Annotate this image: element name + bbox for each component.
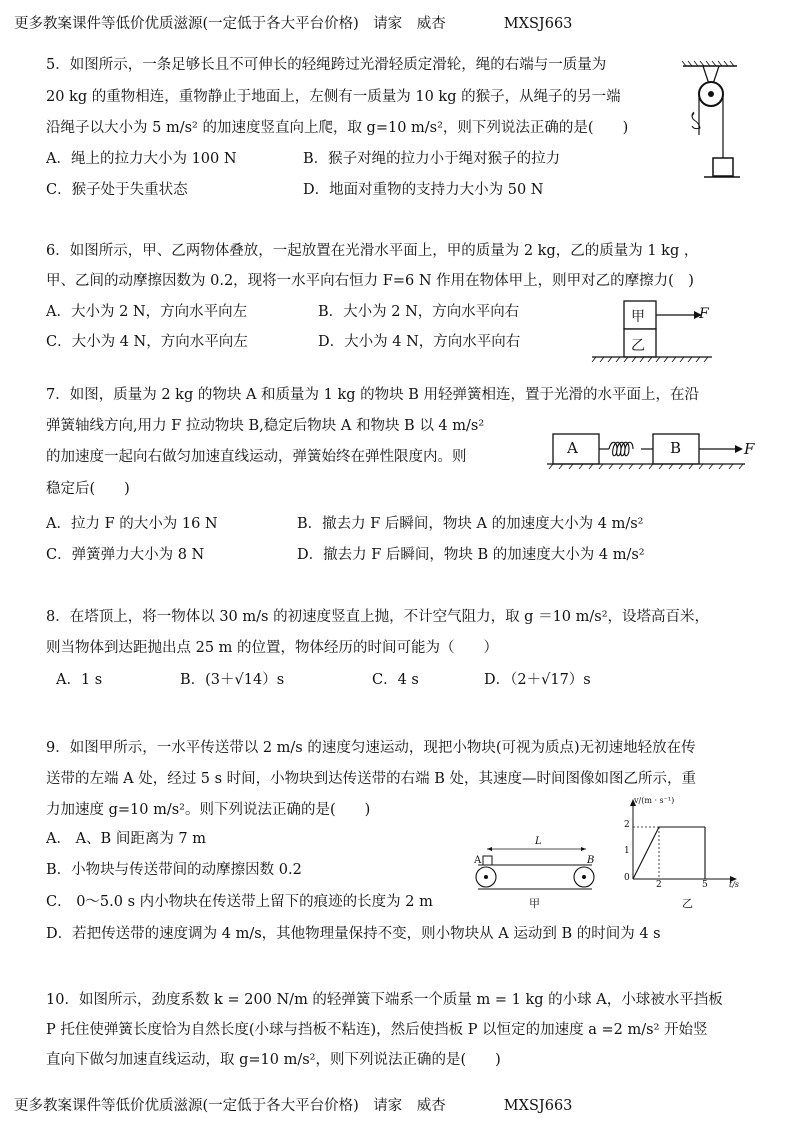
q7-stem-line1: 7．如图，质量为 2 kg 的物块 A 和质量为 1 kg 的物块 B 用轻弹簧相连，置于光滑的水平面上，在沿 xyxy=(46,387,700,403)
q6-option-b: B．大小为 2 N，方向水平向右 xyxy=(318,304,520,320)
q5-stem-line1: 5．如图所示，一条足够长且不可伸长的轻绳跨过光滑轻质定滑轮，绳的右端与一质量为 xyxy=(46,57,607,73)
q7-option-a: A．拉力 F 的大小为 16 N xyxy=(46,516,218,532)
q9-option-d: D．若把传送带的速度调为 4 m/s，其他物理量保持不变，则小物块从 A 运动到 B 的时间为 4 s xyxy=(46,926,661,942)
q9-stem-line1: 9．如图甲所示，一水平传送带以 2 m/s 的速度匀速运动，现把小物块(可视为质点)无初速地轻放在传 xyxy=(46,740,696,756)
belt-end-b-label: B xyxy=(587,855,595,866)
q8-stem-line2: 则当物体到达距抛出点 25 m 的位置，物体经历的时间可能为（ ） xyxy=(46,640,499,656)
q6-stem-line1: 6．如图所示，甲、乙两物体叠放，一起放置在光滑水平面上，甲的质量为 2 kg，乙的质量为 1 kg ， xyxy=(46,243,699,259)
q7-option-d: D．撤去力 F 后瞬间，物块 B 的加速度大小为 4 m/s² xyxy=(297,547,645,563)
q8-option-c: C．4 s xyxy=(372,672,419,688)
q9-option-c: C． 0～5.0 s 内小物块在传送带上留下的痕迹的长度为 2 m xyxy=(46,894,433,910)
velocity-axis-label: v/(m · s⁻¹) xyxy=(634,796,675,805)
figure-yi-caption: 乙 xyxy=(682,897,693,910)
q5-option-a: A．绳上的拉力大小为 100 N xyxy=(46,151,237,167)
q5-stem-line3: 沿绳子以大小为 5 m/s² 的加速度竖直向上爬，取 g=10 m/s²，则下列说法正确的是( ) xyxy=(46,120,629,136)
q7-stem-line3: 的加速度一起向右做匀加速直线运动，弹簧始终在弹性限度内。则 xyxy=(46,449,467,465)
block-b-label: B xyxy=(670,439,682,457)
figure-jia-caption: 甲 xyxy=(529,897,540,910)
q6-option-c: C．大小为 4 N，方向水平向左 xyxy=(46,334,248,350)
belt-length-label: L xyxy=(535,836,542,847)
q10-stem-line3: 直向下做匀加速直线运动，取 g=10 m/s²，则下列说法正确的是( ) xyxy=(46,1052,501,1068)
q9-stem-line2: 送带的左端 A 处，经过 5 s 时间，小物块到达传送带的右端 B 处，其速度—时间图像如图乙所示，重 xyxy=(46,771,697,787)
q8-option-a: A．1 s xyxy=(56,672,103,688)
q9-stem-line3: 力加速度 g=10 m/s²。则下列说法正确的是( ) xyxy=(46,802,371,818)
origin-label: 0 xyxy=(624,873,630,883)
time-axis-label: t/s xyxy=(729,880,740,889)
q10-stem-line2: P 托住使弹簧长度恰为自然长度(小球与挡板不粘连)，然后使挡板 P 以恒定的加速度 a =2 m/s² 开始竖 xyxy=(46,1022,708,1038)
block-yi-label: 乙 xyxy=(631,338,645,354)
y-tick-1: 1 xyxy=(624,846,630,856)
q7-option-b: B．撤去力 F 后瞬间，物块 A 的加速度大小为 4 m/s² xyxy=(297,516,644,532)
q5-option-b: B．猴子对绳的拉力小于绳对猴子的拉力 xyxy=(303,151,561,167)
belt-end-a-label: A xyxy=(474,855,482,866)
pulley-monkey-figure xyxy=(680,60,740,185)
q6-option-a: A．大小为 2 N，方向水平向左 xyxy=(46,304,248,320)
force-f-label: F xyxy=(744,440,755,458)
q9-option-a: A． A、B 间距离为 7 m xyxy=(46,831,207,847)
q9-option-b: B．小物块与传送带间的动摩擦因数 0.2 xyxy=(46,862,302,878)
block-jia-label: 甲 xyxy=(631,309,645,325)
q8-option-d: D．（2＋√17）s xyxy=(484,672,591,688)
q8-option-b: B．(3＋√14）s xyxy=(180,672,285,688)
q5-option-c: C．猴子处于失重状态 xyxy=(46,182,188,198)
q7-stem-line4: 稳定后( ) xyxy=(46,481,130,497)
q8-stem-line1: 8．在塔顶上，将一物体以 30 m/s 的初速度竖直上抛，不计空气阻力，取 g ＝10 m/s²，设塔高百米， xyxy=(46,609,710,625)
x-tick-2: 2 xyxy=(656,880,662,890)
q6-stem-line2: 甲、乙间的动摩擦因数为 0.2，现将一水平向右恒力 F=6 N 作用在物体甲上，则甲对乙的摩擦力( ) xyxy=(46,273,694,289)
q5-stem-line2: 20 kg 的重物相连，重物静止于地面上，左侧有一质量为 10 kg 的猴子，从绳子的另一端 xyxy=(46,89,621,105)
page-footer: 更多教案课件等低价优质滋源(一定低于各大平台价格) 请家 威杏 MXSJ663 xyxy=(14,1098,573,1114)
q7-stem-line2: 弹簧轴线方向,用力 F 拉动物块 B,稳定后物块 A 和物块 B 以 4 m/s² xyxy=(46,418,485,434)
q7-option-c: C．弹簧弹力大小为 8 N xyxy=(46,547,205,563)
y-tick-2: 2 xyxy=(624,820,630,830)
q5-option-d: D．地面对重物的支持力大小为 50 N xyxy=(303,182,544,198)
page-header: 更多教案课件等低价优质滋源(一定低于各大平台价格) 请家 威杏 MXSJ663 xyxy=(14,16,573,32)
x-tick-5: 5 xyxy=(702,880,708,890)
block-a-label: A xyxy=(567,439,578,457)
q10-stem-line1: 10．如图所示，劲度系数 k = 200 N/m 的轻弹簧下端系一个质量 m = 1 kg 的小球 A，小球被水平挡板 xyxy=(46,992,723,1008)
q6-option-d: D．大小为 4 N，方向水平向右 xyxy=(318,334,521,350)
force-f-label: F xyxy=(699,306,709,322)
